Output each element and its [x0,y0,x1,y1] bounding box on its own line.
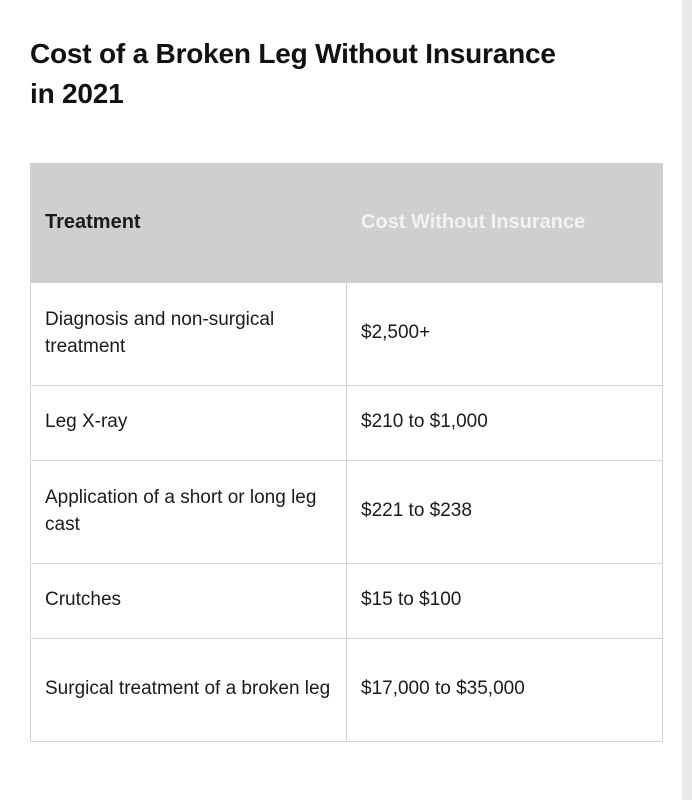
cell-cost: $210 to $1,000 [347,385,663,460]
column-header-cost: Cost Without Insurance [347,163,663,282]
cell-cost: $221 to $238 [347,460,663,563]
table-row [31,638,663,741]
cell-cost: $2,500+ [347,282,663,385]
cell-cost: $15 to $100 [347,563,663,638]
cell-treatment: Application of a short or long leg cast [31,460,347,563]
cell-treatment: Crutches [31,563,347,638]
table-header-row [31,163,663,282]
table-row [31,460,663,563]
page-edge-gutter [682,0,692,800]
table-row [31,385,663,460]
page-title: Cost of a Broken Leg Without Insurance in 2021 [30,38,556,109]
cell-treatment: Surgical treatment of a broken leg [31,638,347,741]
table-body [31,282,663,741]
cell-cost: $17,000 to $35,000 [347,638,663,741]
table-head [31,163,663,282]
table-row [31,282,663,385]
cost-table [30,163,663,742]
cell-treatment: Leg X-ray [31,385,347,460]
cell-treatment: Diagnosis and non-surgical treatment [31,282,347,385]
table-row [31,563,663,638]
column-header-treatment: Treatment [31,163,347,282]
